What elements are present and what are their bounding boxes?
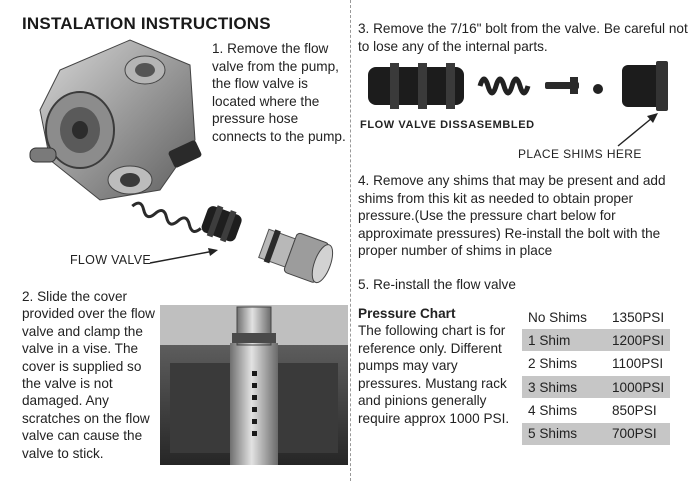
place-shims-arrow-icon [612,110,662,150]
psi-cell: 1100PSI [612,356,664,372]
shims-cell: 3 Shims [528,379,578,395]
pressure-chart-heading: Pressure Chart [358,306,456,321]
shims-cell: 2 Shims [528,356,578,372]
shims-cell: 5 Shims [528,426,578,442]
flow-valve-disassembled-photo [360,55,685,117]
psi-cell: 850PSI [612,403,657,419]
table-row [522,376,670,398]
flow-valve-label: FLOW VALVE [70,253,152,267]
psi-cell: 1000PSI [612,379,665,395]
step-5-text: 5. Re-install the flow valve [358,277,516,292]
pump-housing-photo [20,30,210,210]
psi-cell: 1350PSI [612,309,665,325]
table-row [522,306,670,328]
step-1-text: 1. Remove the flow valve from the pump, the flow valve is located where the pressure hose connects to the pump. [212,41,346,144]
step-4-text: 4. Remove any shims that may be present and add shims from this kit as needed to obtain proper pressure.(Use the pressure chart below for approximate pressures) Re-install the bolt with the proper number of shims in place [358,173,666,258]
disassembled-caption: FLOW VALVE DISSASEMBLED [360,119,535,131]
shims-cell: 1 Shim [528,332,571,348]
step-2-text: 2. Slide the cover provided over the flow valve and clamp the valve in a vise. The cover is supplied so the valve is not damaged. Any scratches on the flow valve can cause the valve to stick. [22,289,155,461]
pressure-chart-description: The following chart is for reference only. Different pumps may vary pressures. Mustang rack and pinions generally require approx 1000 PSI. [358,323,510,426]
pressure-table [522,306,670,446]
psi-cell: 1200PSI [612,332,665,348]
place-shims-label: PLACE SHIMS HERE [518,147,642,161]
page-title: INSTALATION INSTRUCTIONS [22,14,271,33]
table-row [522,353,670,375]
vise-photo [160,305,348,465]
flow-valve-arrow-icon [148,246,220,268]
table-row [522,400,670,422]
shims-cell: 4 Shims [528,403,578,419]
table-row [522,329,670,351]
step-3-text: 3. Remove the 7/16" bolt from the valve. Be careful not to lose any of the internal parts. [358,21,688,54]
page-divider [350,0,351,481]
shims-cell: No Shims [528,309,587,325]
flow-valve-exploded-photo [130,185,345,305]
table-row [522,423,670,445]
psi-cell: 700PSI [612,426,657,442]
